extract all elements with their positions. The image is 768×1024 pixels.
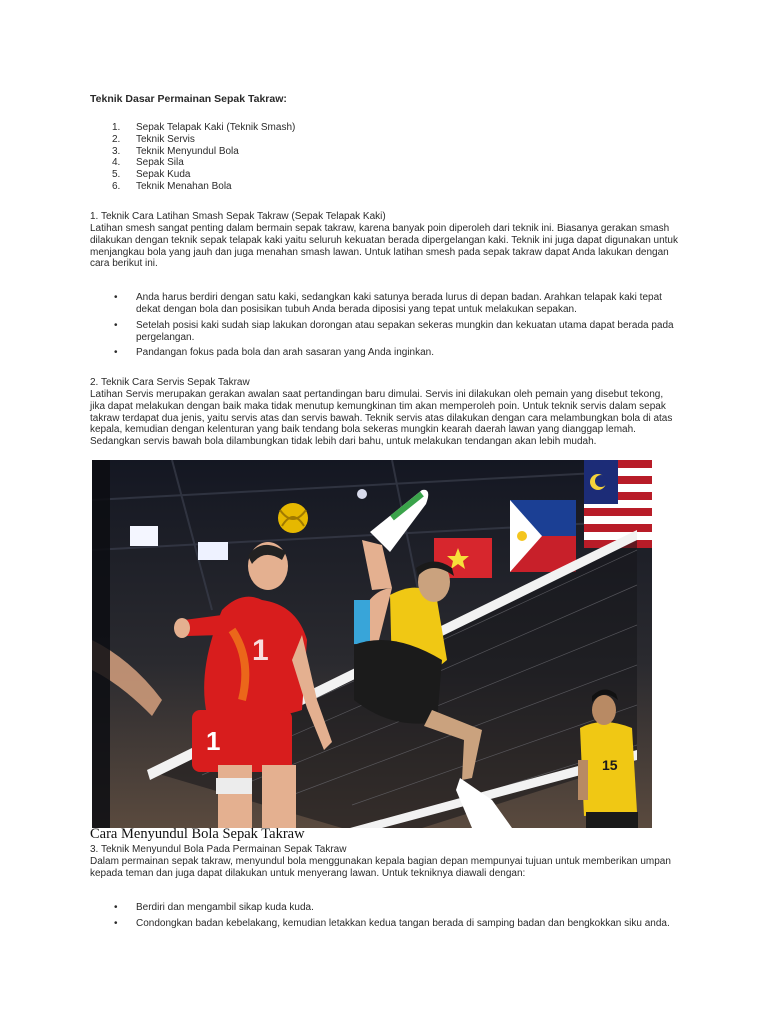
list-item: • Anda harus berdiri dengan satu kaki, sedangkan kaki satunya berada lurus di depan badan. Arahkan telapak kaki tepat dekat dengan bola dan posisikan tubuh Anda berada diposisi yang tepat untuk melakukan sepakan. <box>114 292 662 315</box>
jersey-number: 1 <box>206 726 221 756</box>
techniques-list <box>112 122 295 193</box>
document-title: Teknik Dasar Permainan Sepak Takraw: <box>90 93 287 105</box>
list-item: 4. Sepak Sila <box>112 157 184 169</box>
jersey-number: 15 <box>602 757 618 773</box>
stadium-light <box>357 489 367 499</box>
photo-illustration <box>92 460 652 828</box>
jersey-number: 1 <box>252 634 269 667</box>
list-item-label: Sepak Telapak Kaki (Teknik Smash) <box>136 122 296 133</box>
section1-bullets <box>114 292 676 363</box>
stadium-light <box>130 526 158 546</box>
section1-body: Latihan smesh sangat penting dalam bermain sepak takraw, karena banyak poin diperoleh dari teknik ini. Biasanya gerakan smash dilakukan dengan teknik sepak telapak kaki yaitu seluruh kekuatan berada dipergelangan kaki. Teknik ini juga dapat digunakan untuk menjangkau bola yang jauh dan juga menahan smash lawan. Untuk latihan smesh pada sepak takraw dapat Anda lakukan dengan cara berikut ini. <box>90 223 678 270</box>
list-item: 5. Sepak Kuda <box>112 169 191 181</box>
list-item-label: Sepak Kuda <box>136 169 191 181</box>
list-item: • Condongkan badan kebelakang, kemudian letakkan kedua tangan berada di samping badan dan bengkokkan siku anda. <box>114 917 670 929</box>
section3-heading: 3. Teknik Menyundul Bola Pada Permainan Sepak Takraw <box>90 844 347 855</box>
section3-body: Dalam permainan sepak takraw, menyundul bola menggunakan kepala bagian depan mempunyai tujuan untuk memberikan umpan kepada teman dan juga dapat dilakukan untuk menyerang lawan. Untuk tekniknya diawali dengan: <box>90 856 671 879</box>
list-item: • Setelah posisi kaki sudah siap lakukan dorongan atau sepakan sekeras mungkin dan kekuatan utama dapat berada pada pergelangan. <box>114 319 674 343</box>
list-item: 3. Teknik Menyundul Bola <box>112 145 239 157</box>
sepak-takraw-photo <box>92 460 652 828</box>
section2-heading: 2. Teknik Cara Servis Sepak Takraw <box>90 377 250 388</box>
list-item-label: Teknik Servis <box>136 133 195 145</box>
list-item: 2. Teknik Servis <box>112 133 195 145</box>
list-item-label: Sepak Sila <box>136 157 184 169</box>
list-item: • Berdiri dan mengambil sikap kuda kuda. <box>114 902 314 913</box>
section1-heading: 1. Teknik Cara Latihan Smash Sepak Takraw (Sepak Telapak Kaki) <box>90 211 386 222</box>
stadium-light <box>198 542 228 560</box>
photo-caption: Cara Menyundul Bola Sepak Takraw <box>90 826 305 842</box>
list-item: 6. Teknik Menahan Bola <box>112 180 232 192</box>
list-item: 1. Sepak Telapak Kaki (Teknik Smash) <box>112 122 296 133</box>
list-item-label: Teknik Menahan Bola <box>136 180 232 192</box>
section3-bullets <box>114 902 676 933</box>
list-item-label: Teknik Menyundul Bola <box>136 145 239 157</box>
list-item: • Pandangan fokus pada bola dan arah sasaran yang Anda inginkan. <box>114 347 435 358</box>
section2-body: Latihan Servis merupakan gerakan awalan saat pertandingan baru dimulai. Servis ini dilakukan oleh pemain yang disebut tekong, jika dapat melakukan dengan baik maka tidak menutup kemungkinan tim akan memperoleh poin. Untuk teknik servis dalam sepak takraw terdapat dua jenis, yaitu servis atas dan servis bawah. Teknik servis atas dilakukan dengan cara melambungkan bola di atas kepala, kemudian dengan kelenturan yang baik tendang bola sekeras mungkin kearah daerah lawan yang dianggap lemah. Sedangkan servis bawah bola dilambungkan tidak lebih dari bahu, untuk melakukan tendangan akan lebih mudah. <box>90 389 673 448</box>
